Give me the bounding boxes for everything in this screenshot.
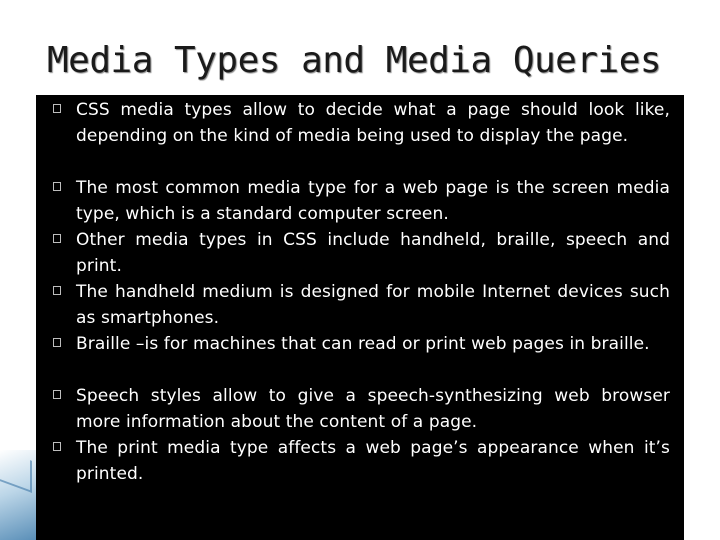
bullet-text: CSS media types allow to decide what a page should look like, depending on the kind of media being used to display the page. (76, 100, 670, 146)
bullet-text: The handheld medium is designed for mobile Internet devices such as smartphones. (76, 282, 670, 328)
slide-title: Media Types and Media Queries (47, 40, 662, 81)
bullet-text: The print media type affects a web page’s appearance when it’s printed. (76, 438, 670, 484)
square-bullet-icon (53, 338, 61, 347)
square-bullet-icon (53, 390, 61, 399)
bullet-text: Braille –is for machines that can read or print web pages in braille. (76, 334, 650, 354)
square-bullet-icon (53, 234, 61, 243)
content-box (36, 95, 684, 540)
square-bullet-icon (53, 182, 61, 191)
bullet-text: Other media types in CSS include handheld, braille, speech and print. (76, 230, 670, 276)
bullet-text: Speech styles allow to give a speech-synthesizing web browser more information about the content of a page. (76, 386, 670, 432)
bullet-text: The most common media type for a web page is the screen media type, which is a standard computer screen. (76, 178, 670, 224)
square-bullet-icon (53, 286, 61, 295)
square-bullet-icon (53, 442, 61, 451)
square-bullet-icon (53, 104, 61, 113)
